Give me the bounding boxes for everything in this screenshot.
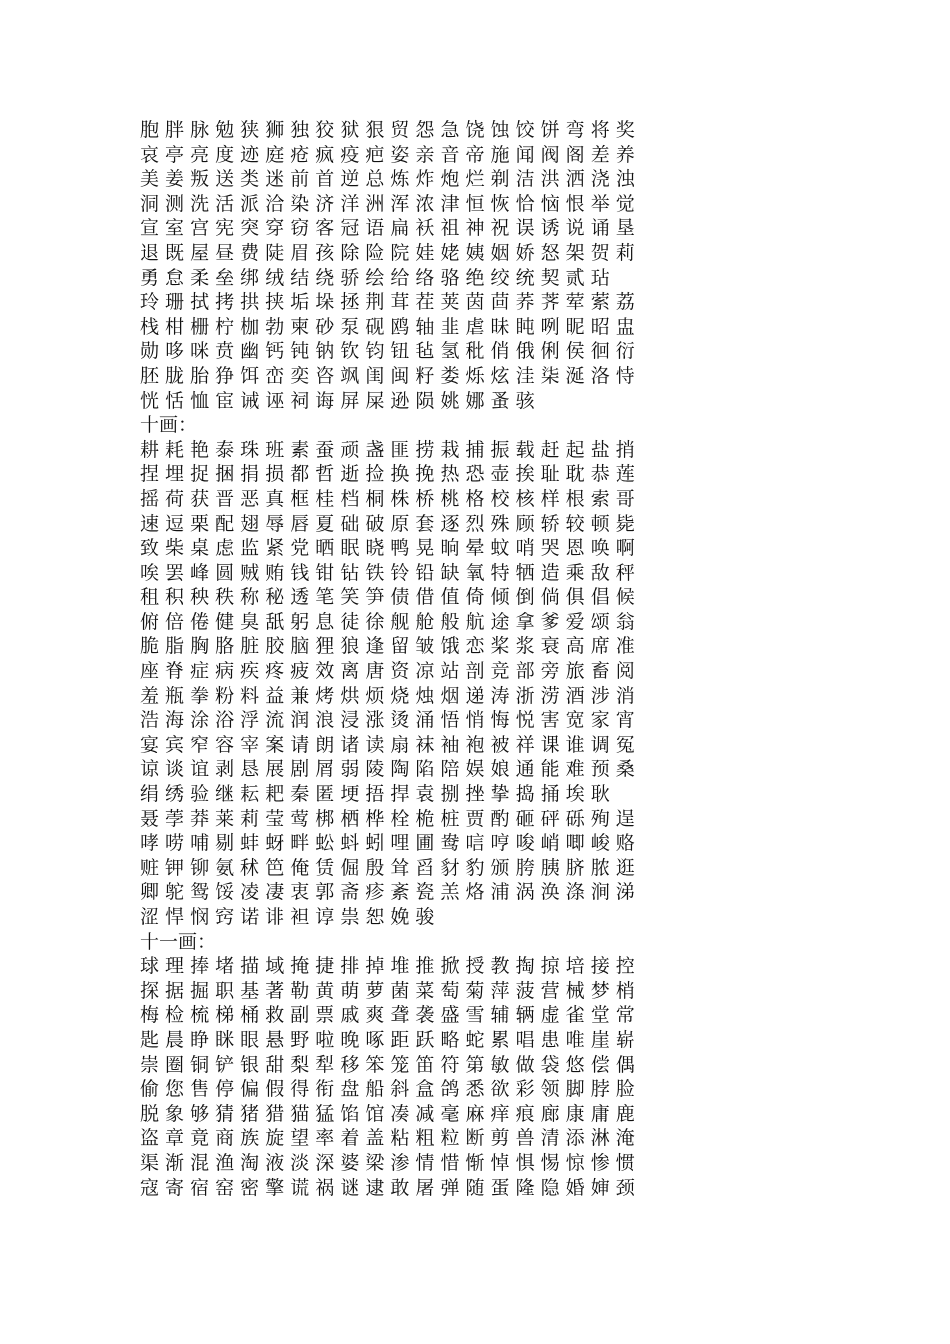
character-row: 赃 钾 铆 氨 秫 笆 俺 赁 倔 殷 耸 舀 豺 豹 颁 胯 胰 脐 脓 逛 <box>140 856 635 879</box>
character-row: 梅 检 梳 梯 桶 救 副 票 戚 爽 聋 袭 盛 雪 辅 辆 虚 雀 堂 常 <box>140 1004 635 1027</box>
character-row: 恍 恬 恤 宦 诫 诬 祠 诲 屏 屎 逊 陨 姚 娜 蚤 骇 <box>140 389 535 412</box>
character-row: 脱 象 够 猜 猪 猎 猫 猛 馅 馆 凑 减 毫 麻 痒 痕 廊 康 庸 鹿 <box>140 1102 635 1125</box>
character-row: 浩 海 涂 浴 浮 流 润 浪 浸 涨 烫 涌 悟 悄 悔 悦 害 宽 家 宵 <box>140 709 635 732</box>
character-row: 羞 瓶 拳 粉 料 益 兼 烤 烘 烦 烧 烛 烟 递 涛 浙 涝 酒 涉 消 <box>140 684 635 707</box>
character-row: 胞 胖 脉 勉 狭 狮 独 狡 狱 狠 贸 怨 急 饶 蚀 饺 饼 弯 将 奖 <box>140 119 635 141</box>
character-row: 玲 珊 拭 拷 拱 挟 垢 垛 拯 荆 茸 茬 荚 茵 茴 荞 荠 荤 萦 荔 <box>140 291 635 314</box>
character-row: 租 积 秧 秩 称 秘 透 笔 笑 笋 债 借 值 倚 倾 倒 倘 俱 倡 候 <box>140 586 635 609</box>
character-row: 俯 倍 倦 健 臭 舐 躬 息 徒 徐 舰 舱 般 航 途 拿 爹 爱 颂 翁 <box>140 610 635 633</box>
character-row: 匙 晨 睁 眯 眼 悬 野 啦 晚 啄 距 跃 略 蛇 累 唱 患 唯 崖 崭 <box>140 1028 635 1051</box>
character-row: 耕 耗 艳 泰 珠 班 素 蚕 顽 盏 匪 捞 栽 捕 振 载 赶 起 盐 捎 <box>140 438 635 461</box>
character-row: 脆 脂 胸 胳 脏 胶 脑 狸 狼 逢 留 皱 饿 恋 桨 浆 衰 高 席 准 <box>140 635 635 658</box>
character-row: 座 脊 症 病 疾 疼 疲 效 离 唐 资 凉 站 剖 竞 部 旁 旅 畜 阅 <box>140 660 635 683</box>
character-row: 哮 唠 哺 剔 蚌 蚜 畔 蚣 蚪 蚓 哩 圃 鸯 唁 哼 唆 峭 唧 峻 赂 <box>140 832 635 855</box>
character-row: 栈 柑 栅 柠 枷 勃 柬 砂 泵 砚 鸥 轴 韭 虐 昧 盹 咧 昵 昭 盅 <box>140 315 635 338</box>
character-row: 退 既 屋 昼 费 陡 眉 孩 除 险 院 娃 姥 姨 姻 娇 怒 架 贺 莉 <box>140 241 635 264</box>
character-row: 宴 宾 窄 容 宰 案 请 朗 诸 读 扇 袜 袖 袍 被 祥 课 谁 调 冤 <box>140 733 635 756</box>
character-row: 勇 怠 柔 垒 绑 绒 结 绕 骄 绘 给 络 骆 绝 绞 统 契 贰 玷 <box>140 266 610 289</box>
character-row: 哀 亭 亮 度 迹 庭 疮 疯 疫 疤 姿 亲 音 帝 施 闻 阀 阁 差 养 <box>140 143 635 166</box>
character-row: 致 柴 桌 虑 监 紧 党 晒 眠 晓 鸭 晃 晌 晕 蚊 哨 哭 恩 唤 啊 <box>140 537 635 560</box>
character-row: 探 据 掘 职 基 著 勒 黄 萌 萝 菌 菜 萄 菊 萍 菠 营 械 梦 梢 <box>140 979 635 1002</box>
character-list <box>140 118 830 1200</box>
character-row: 涩 悍 悯 窍 诺 诽 袒 谆 祟 恕 娩 骏 <box>140 906 435 928</box>
character-row: 渠 渐 混 渔 淘 液 淡 深 婆 梁 渗 情 惜 惭 悼 惧 惕 惊 惨 惯 <box>140 1151 635 1174</box>
character-row: 美 姜 叛 送 类 迷 前 首 逆 总 炼 炸 炮 烂 剃 洁 洪 洒 浇 浊 <box>140 168 635 191</box>
character-row: 球 理 捧 堵 描 域 掩 捷 排 掉 堆 推 掀 授 教 掏 掠 培 接 控 <box>140 955 635 978</box>
character-row: 胚 胧 胎 狰 饵 峦 奕 咨 飒 闺 闽 籽 娄 烁 炫 洼 柒 涎 洛 恃 <box>140 364 635 387</box>
character-row: 绢 绣 验 继 耘 耙 秦 匿 埂 捂 捍 袁 捌 挫 挚 捣 捅 埃 耿 <box>140 783 610 806</box>
stroke-count-heading: 十画： <box>140 414 198 437</box>
character-row: 勋 哆 咪 贲 幽 钙 钝 钠 钦 钧 钮 毡 氢 秕 俏 俄 俐 侯 徊 衍 <box>140 340 635 363</box>
character-row: 寇 寄 宿 窑 密 擎 谎 祸 谜 逮 敢 屠 弹 随 蛋 隆 隐 婚 婶 颈 <box>140 1176 635 1199</box>
character-row: 摇 荷 获 晋 恶 真 框 桂 档 桐 株 桥 桃 格 校 核 样 根 索 哥 <box>140 487 635 510</box>
character-row: 捏 埋 捉 捆 捐 损 都 哲 逝 捡 换 挽 热 恐 壶 挨 耻 耽 恭 莲 <box>140 463 635 486</box>
character-row: 洞 测 洗 活 派 洽 染 济 洋 洲 浑 浓 津 恒 恢 恰 恼 恨 举 觉 <box>140 192 635 215</box>
character-row: 盗 章 竟 商 族 旋 望 率 着 盖 粘 粗 粒 断 剪 兽 清 添 淋 淹 <box>140 1127 635 1150</box>
character-row: 速 逗 栗 配 翅 辱 唇 夏 础 破 原 套 逐 烈 殊 顾 轿 较 顿 毙 <box>140 512 635 535</box>
character-row: 卿 鸵 鸳 馁 凌 凄 衷 郭 斋 疹 紊 瓷 羔 烙 浦 涡 涣 涤 涧 涕 <box>140 881 635 904</box>
character-row: 崇 圈 铜 铲 银 甜 梨 犁 移 笨 笼 笛 符 第 敏 做 袋 悠 偿 偶 <box>140 1053 635 1076</box>
stroke-count-heading: 十一画： <box>140 930 217 953</box>
character-row: 偷 您 售 停 偏 假 得 衔 盘 船 斜 盒 鸽 悉 欲 彩 领 脚 脖 脸 <box>140 1078 635 1101</box>
character-row: 谅 谈 谊 剥 恳 展 剧 屑 弱 陵 陶 陷 陪 娱 娘 通 能 难 预 桑 <box>140 758 635 781</box>
character-row: 聂 荸 莽 莱 莉 莹 莺 梆 栖 桦 栓 桅 桩 贾 酌 砸 砰 砾 殉 逞 <box>140 807 635 830</box>
character-row: 唉 罢 峰 圆 贼 贿 钱 钳 钻 铁 铃 铅 缺 氧 特 牺 造 乘 敌 秤 <box>140 561 635 584</box>
character-row: 宣 室 宫 宪 突 穿 窃 客 冠 语 扁 袄 祖 神 祝 误 诱 说 诵 垦 <box>140 217 635 240</box>
